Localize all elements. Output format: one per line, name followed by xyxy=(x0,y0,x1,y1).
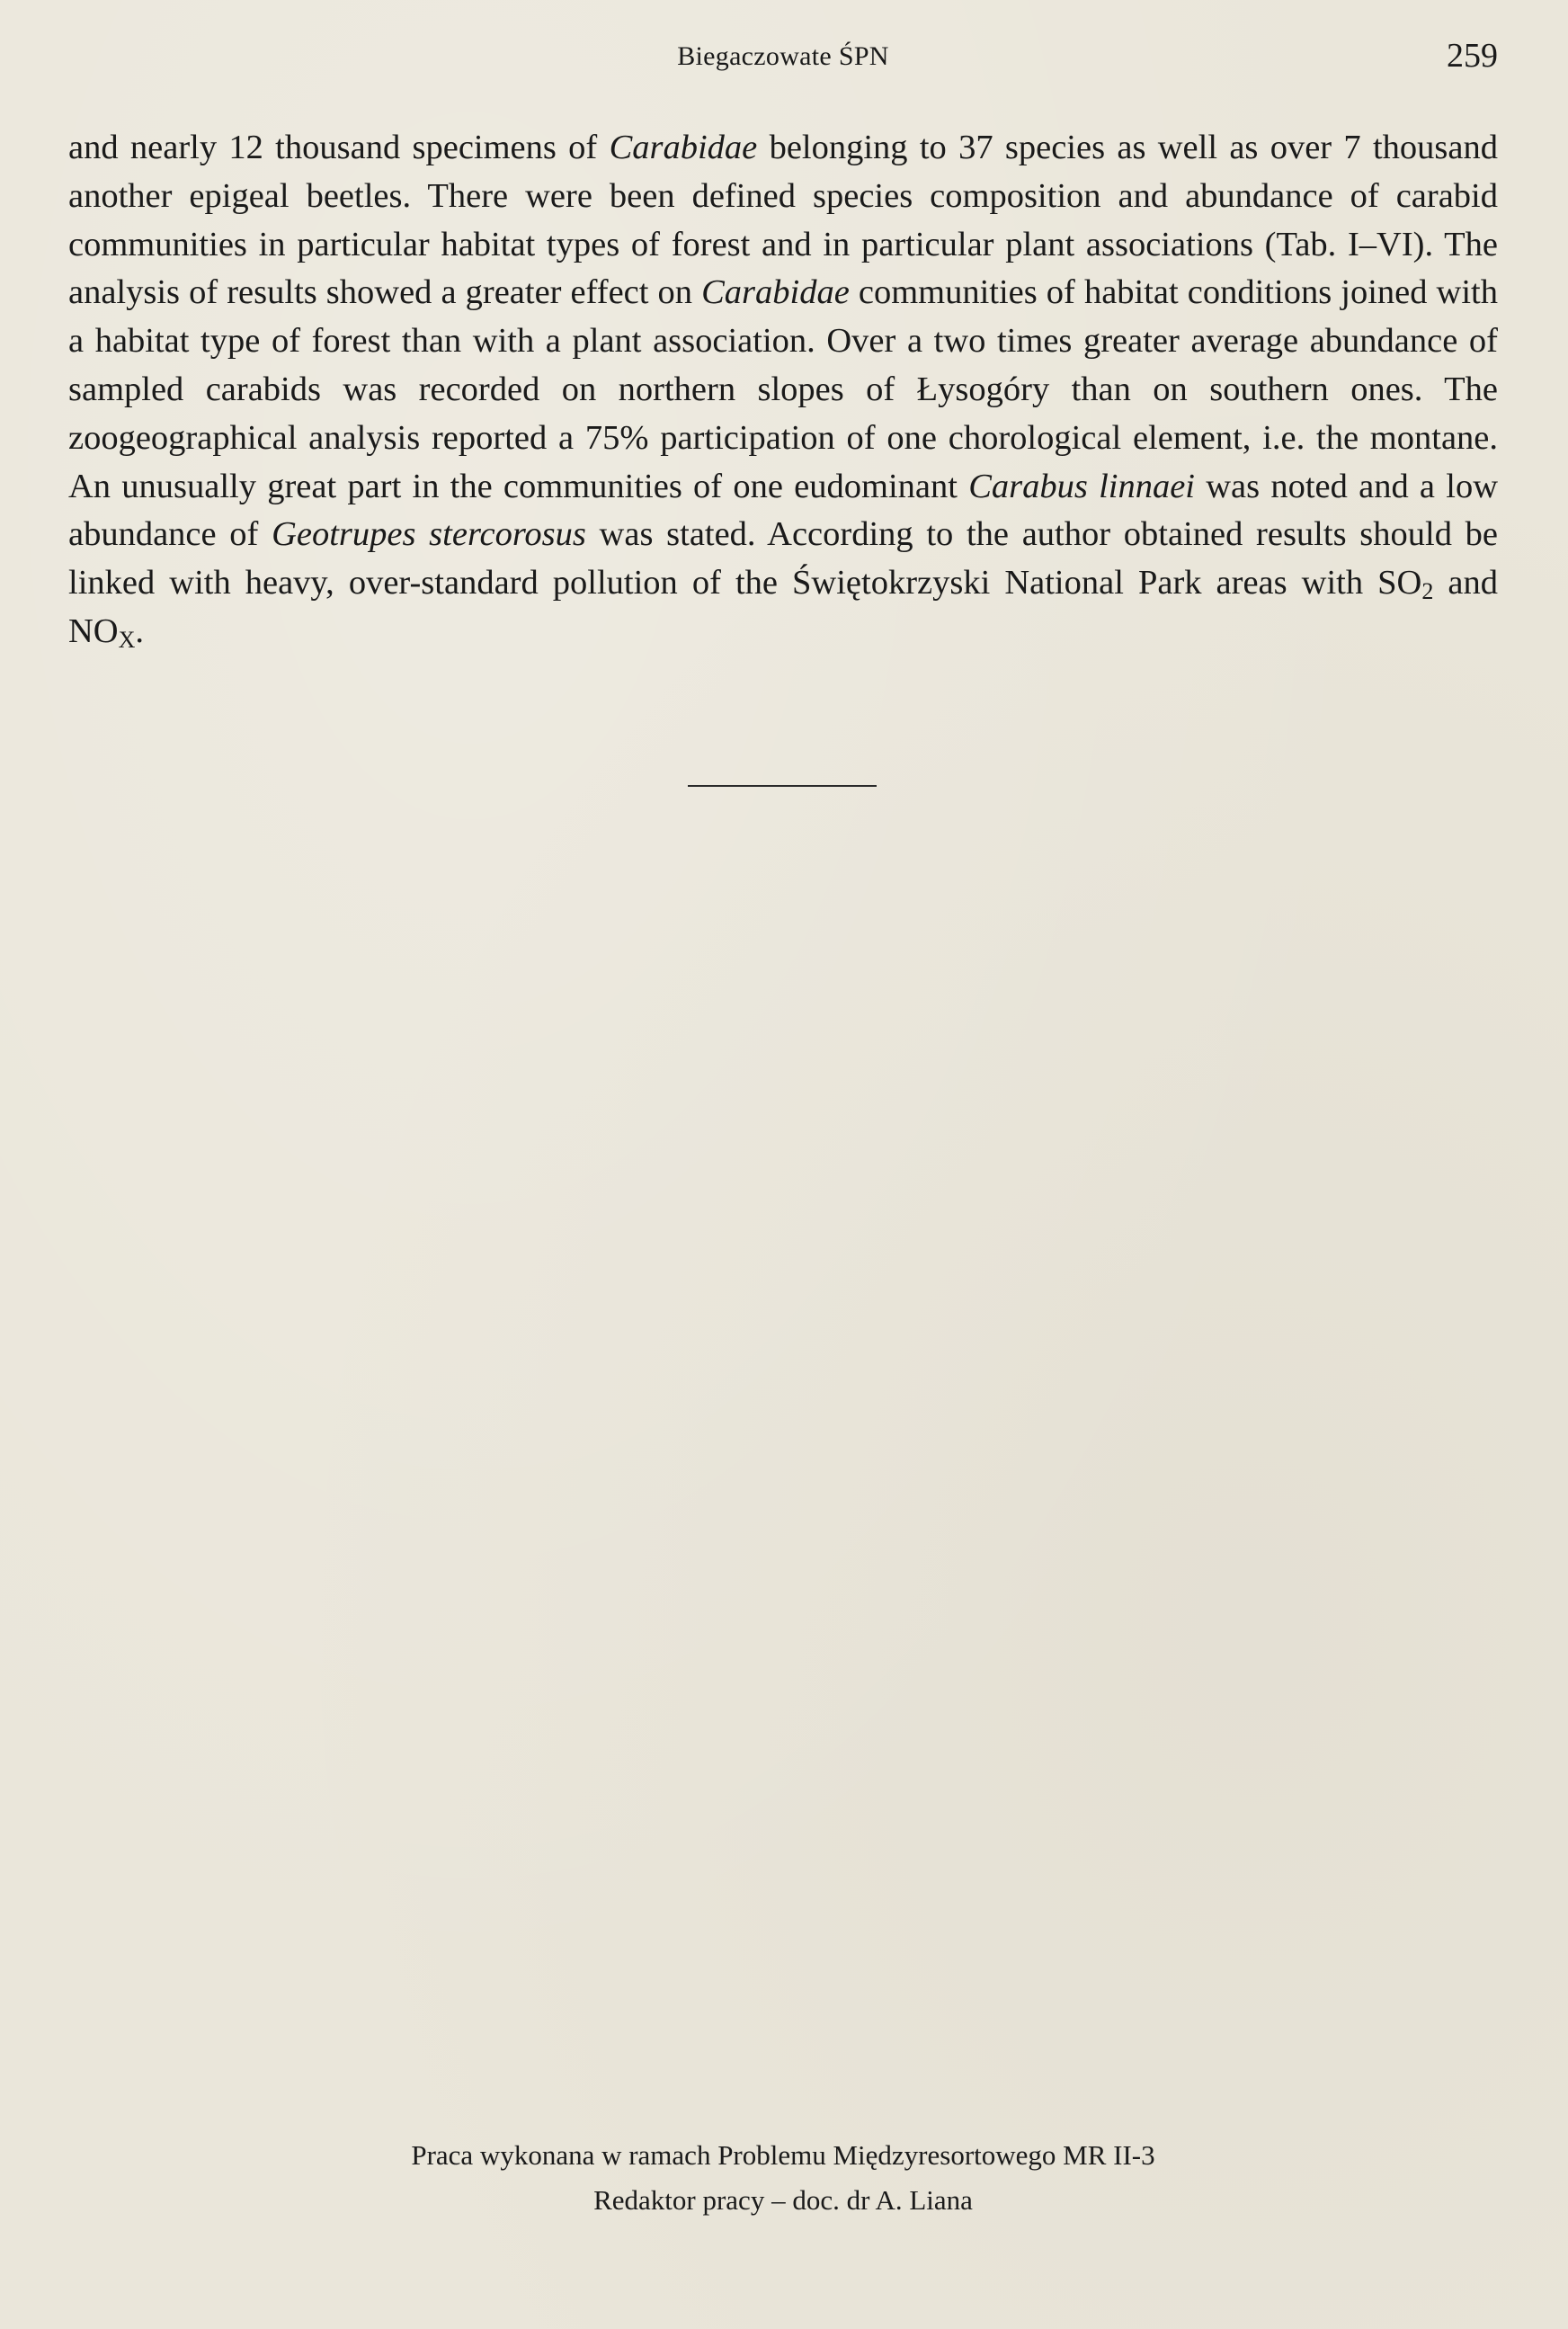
taxon-name: Carabidae xyxy=(609,129,758,166)
footer-line-editor: Redaktor pracy – doc. dr A. Liana xyxy=(593,2184,973,2216)
text-run: communities of habitat conditions joined with a habitat type of forest than with a plant association. Over a two times greater average abundance of sampled carabids was recorded on northern slopes of Łysogóry than on southern ones. The zoogeographical analysis reported a 75% participation of one chorological element, i.e. the montane. An unusually great part in the communities of one eudominant xyxy=(68,273,1498,505)
text-run: was noted and a low abundance of xyxy=(68,467,1498,554)
footer-note xyxy=(68,2133,1498,2223)
text-run: . xyxy=(135,611,145,650)
subscript: X xyxy=(118,626,136,653)
subscript: 2 xyxy=(1421,578,1434,605)
text-run: belonging to 37 species as well as over 7 thousand another epigeal beetles. There were been defined species composition and abundance of carabid communities in particular habitat types of forest and in particular plant associations (Tab. I–VI). The analysis of results showed a greater effect on xyxy=(68,129,1498,312)
footer-line-project: Praca wykonana w ramach Problemu Międzyresortowego MR II-3 xyxy=(411,2139,1155,2171)
paragraph-text xyxy=(68,124,1498,656)
running-header xyxy=(68,36,1498,81)
text-run: was stated. According to the author obtained results should be linked with heavy, over-standard pollution of the Świętokrzyski National Park areas with SO xyxy=(68,515,1498,602)
running-title: Biegaczowate ŚPN xyxy=(677,41,889,71)
abstract-paragraph xyxy=(68,124,1498,656)
section-divider xyxy=(688,785,877,787)
page-number: 259 xyxy=(1447,37,1498,75)
taxon-name: Carabidae xyxy=(701,273,850,312)
text-run: and nearly 12 thousand specimens of xyxy=(68,129,610,166)
text-run: and NO xyxy=(68,564,1498,650)
taxon-name: Geotrupes stercorosus xyxy=(272,515,586,554)
taxon-name: Carabus linnaei xyxy=(968,467,1195,505)
